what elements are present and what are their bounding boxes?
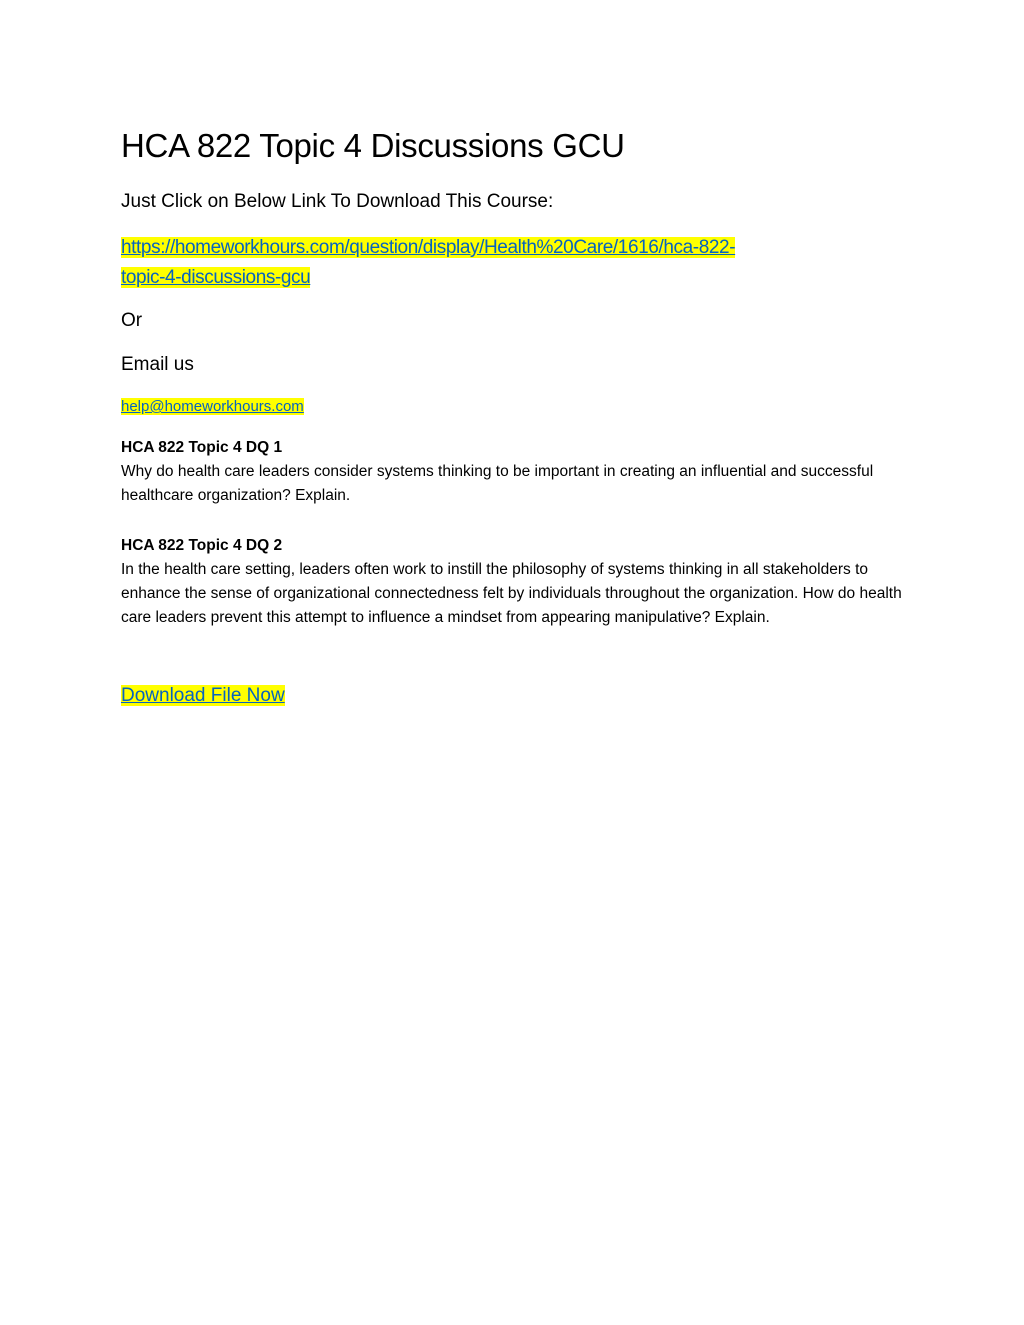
download-file-link[interactable]: Download File Now (121, 685, 285, 706)
download-link-wrapper (121, 682, 285, 710)
question-heading-2: HCA 822 Topic 4 DQ 2 (121, 537, 283, 554)
intro-text: Just Click on Below Link To Download This Course: (121, 191, 554, 212)
course-link-block (121, 233, 911, 293)
email-label: Email us (121, 354, 194, 375)
or-text: Or (121, 310, 143, 331)
question-body-2: In the health care setting, leaders often work to instill the philosophy of systems thinking in all stakeholders to enhance the sense of organizational connectedness felt by individuals throughout the organization. How do health care leaders prevent this attempt to influence a mindset from appearing manipulative? Explain. (121, 561, 902, 626)
email-link-wrapper (121, 395, 304, 419)
question-heading-1: HCA 822 Topic 4 DQ 1 (121, 439, 283, 456)
course-link-line-2[interactable]: topic-4-discussions-gcu (121, 267, 311, 288)
question-block-1 (121, 436, 911, 508)
question-body-1: Why do health care leaders consider systems thinking to be important in creating an influential and successful healthcare organization? Explain. (121, 463, 874, 504)
question-block-2 (121, 534, 911, 630)
email-link[interactable]: help@homeworkhours.com (121, 398, 304, 415)
course-link-line-1[interactable]: https://homeworkhours.com/question/display/Health%20Care/1616/hca-822- (121, 237, 736, 258)
page-title: HCA 822 Topic 4 Discussions GCU (121, 127, 625, 164)
